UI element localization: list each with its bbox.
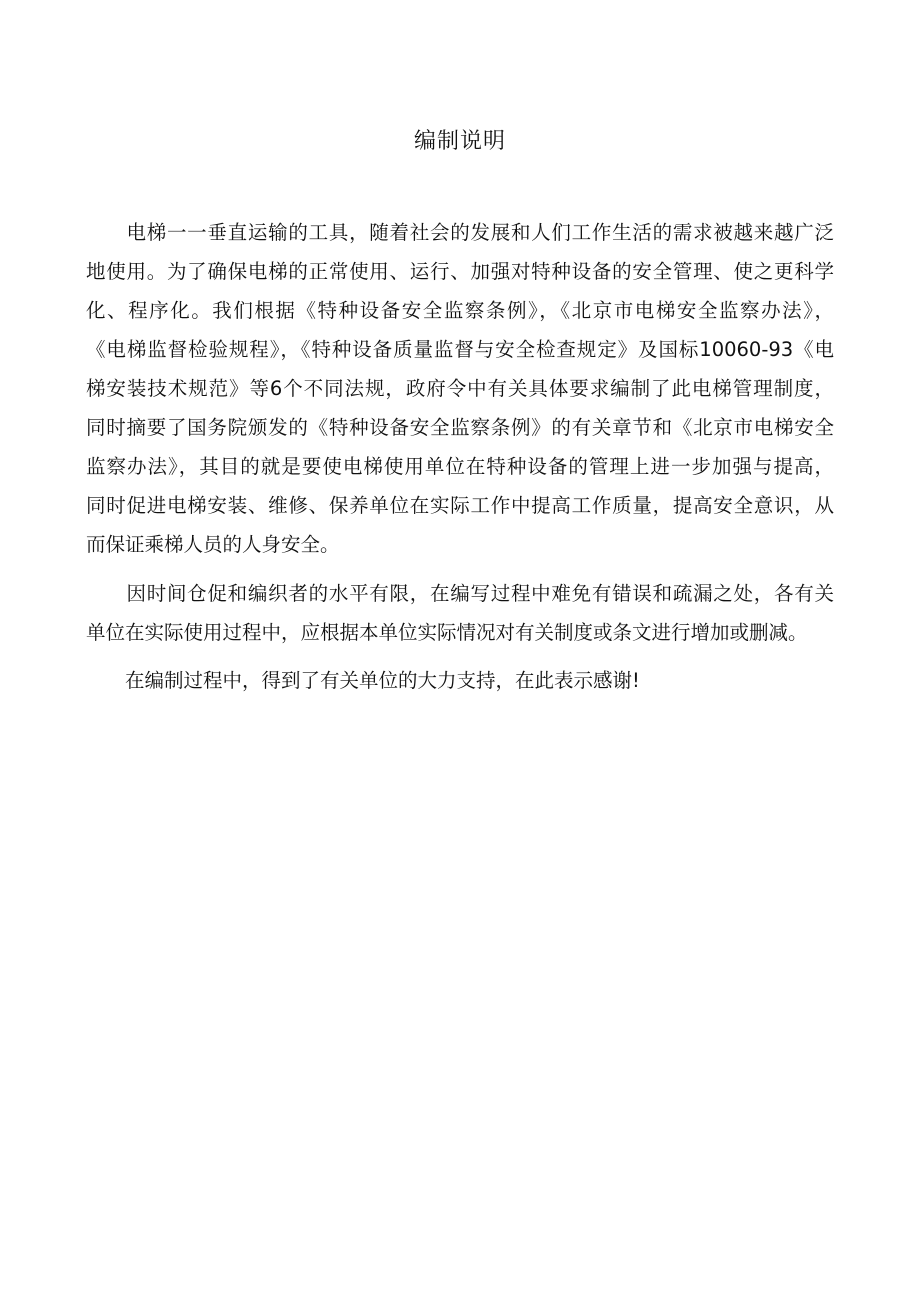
text-line: 地使用。为了确保电梯的正常使用、运行、加强对特种设备的安全管理、使之更科学 bbox=[86, 260, 834, 283]
text-line: 同时促进电梯安装、维修、保养单位在实际工作中提高工作质量，提高安全意识，从 bbox=[86, 494, 834, 517]
paragraph-thanks bbox=[86, 661, 834, 700]
text-line: 而保证乘梯人员的人身安全。 bbox=[86, 533, 340, 556]
text-line: 在编制过程中，得到了有关单位的大力支持，在此表示感谢! bbox=[86, 669, 640, 692]
paragraph-intro bbox=[86, 213, 834, 564]
text-line: 同时摘要了国务院颁发的《特种设备安全监察条例》的有关章节和《北京市电梯安全 bbox=[86, 416, 834, 439]
text-line: 《电梯监督检验规程》，《特种设备质量监督与安全检查规定》及国标10060-93《电 bbox=[86, 338, 834, 361]
text-line: 电梯一一垂直运输的工具，随着社会的发展和人们工作生活的需求被越来越广泛 bbox=[86, 221, 834, 244]
text-line: 单位在实际使用过程中，应根据本单位实际情况对有关制度或条文进行增加或删减。 bbox=[86, 621, 808, 644]
page-title: 编制说明 bbox=[413, 129, 506, 154]
text-line: 监察办法》，其目的就是要使电梯使用单位在特种设备的管理上进一步加强与提高， bbox=[86, 455, 834, 478]
text-line: 梯安装技术规范》等6个不同法规，政府令中有关具体要求编制了此电梯管理制度， bbox=[86, 377, 834, 400]
text-line: 化、程序化。我们根据《特种设备安全监察条例》，《北京市电梯安全监察办法》， bbox=[86, 299, 834, 322]
paragraph-limitations bbox=[86, 574, 834, 652]
document-body bbox=[86, 213, 834, 700]
text-line: 因时间仓促和编织者的水平有限，在编写过程中难免有错误和疏漏之处，各有关 bbox=[86, 582, 834, 605]
